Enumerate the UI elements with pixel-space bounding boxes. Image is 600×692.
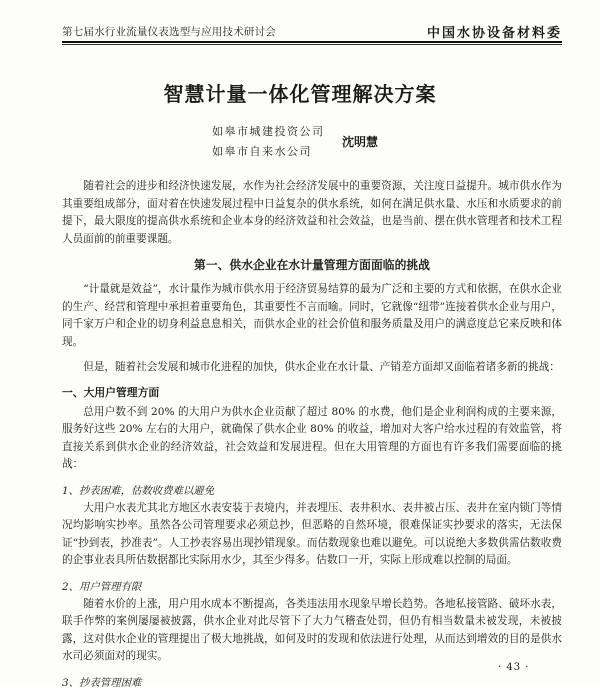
header-conference-name: 第七届水行业流量仪表选型与应用技术研讨会	[62, 26, 276, 38]
section-1-paragraph-2: 但是，随着社会发展和城市化进程的加快，供水企业在水计量、产销差方面却又面临着诸多新的挑战：	[83, 361, 560, 373]
header-committee-name: 中国水协设备材料委	[426, 26, 562, 41]
running-header	[62, 22, 562, 40]
subsection-heading-large-users: 一、大用户管理方面	[62, 385, 160, 399]
section-1-paragraph-1: “计量就是效益”，水计量作为城市供水用于经济贸易结算的最为广泛和主要的方式和依据，在供水企业的生产、经营和管理中承担着重要角色，其重要性不言而喻。同时，它就像“纽带”连接着供水企业与用户，同千家万户和企业的切身利益息息相关，而供水企业的社会价值和服务质量及用户的满意度总它来反映和体现。	[62, 283, 562, 348]
item-heading-user-management: 2、用户管理有限	[62, 580, 142, 593]
user-management-paragraph: 随着水价的上涨，用户用水成本不断提高，各类违法用水现象早增长趋势。各地私接管路、破坏水表，联手作弊的案例屡屡被披露，供水企业对此尽管下了大力气稽查处罚，但仍有相当数量未被发现，未被披露，这对供水企业的管理提出了极大地挑战，如何及时的发现和依法进行处理，从而达到增效的目的是供水水司必须面对的现实。	[62, 597, 562, 662]
author-org-2: 如皋市自来水公司	[212, 145, 312, 158]
header-rule-thin	[62, 44, 562, 45]
large-users-paragraph: 总用户数不到 20% 的大用户为供水企业贡献了超过 80% 的水费，他们是企业利润构成的主要来源，服务好这些 20% 左右的大用户，就确保了供水企业 80% 的收益，增加对大客户给水过程的有效监管，将直接关系到供水企业的经济效益，社会效益和发展进程。但在大用管理的方面也有许多我们需要面临的挑战：	[62, 405, 562, 470]
author-org-1: 如皋市城建投资公司	[212, 125, 325, 138]
intro-paragraph: 随着社会的进步和经济快速发展，水作为社会经济发展中的重要资源，关注度日益提升。城市供水作为其重要组成部分，面对着在快速发展过程中日益复杂的供水系统，如何在满足供水量、水压和水质要求的前提下，最大限度的提高供水系统和企业本身的经济效益和社会效益，也是当前、摆在供水管理者和技术工程人员面前的前重要课题。	[62, 180, 562, 245]
article-title: 智慧计量一体化管理解决方案	[163, 82, 437, 106]
item-heading-reading-difficulty: 1、抄表困难，估数收费难以避免	[62, 484, 215, 497]
article-body	[62, 178, 562, 692]
page-number: · 43 ·	[498, 662, 530, 673]
reading-difficulty-paragraph: 大用户水表尤其北方地区水表安装于表境内，并表埋压、表井积水、表井被占压、表井在室内锁门等情况均影响实抄率。虽然各公司管理要求必须总抄，但恶略的自然环境，很难保证实抄要求的落实，无法保证“抄到表，抄准表”。人工抄表容易出现抄错现象。而估数现象也难以避免。可以说绝大多数供需估数收费的企事业表具所估数据都比实际用水少，其至少得多。估数口一开，实际上形成难以控制的局面。	[62, 501, 562, 566]
item-heading-reading-management: 3、抄表管理困难	[62, 676, 142, 689]
header-rule-thick	[62, 41, 562, 43]
author-name: 沈明慧	[342, 135, 379, 149]
section-1-heading: 第一、供水企业在水计量管理方面面临的挑战	[194, 258, 430, 272]
author-block	[212, 121, 472, 161]
